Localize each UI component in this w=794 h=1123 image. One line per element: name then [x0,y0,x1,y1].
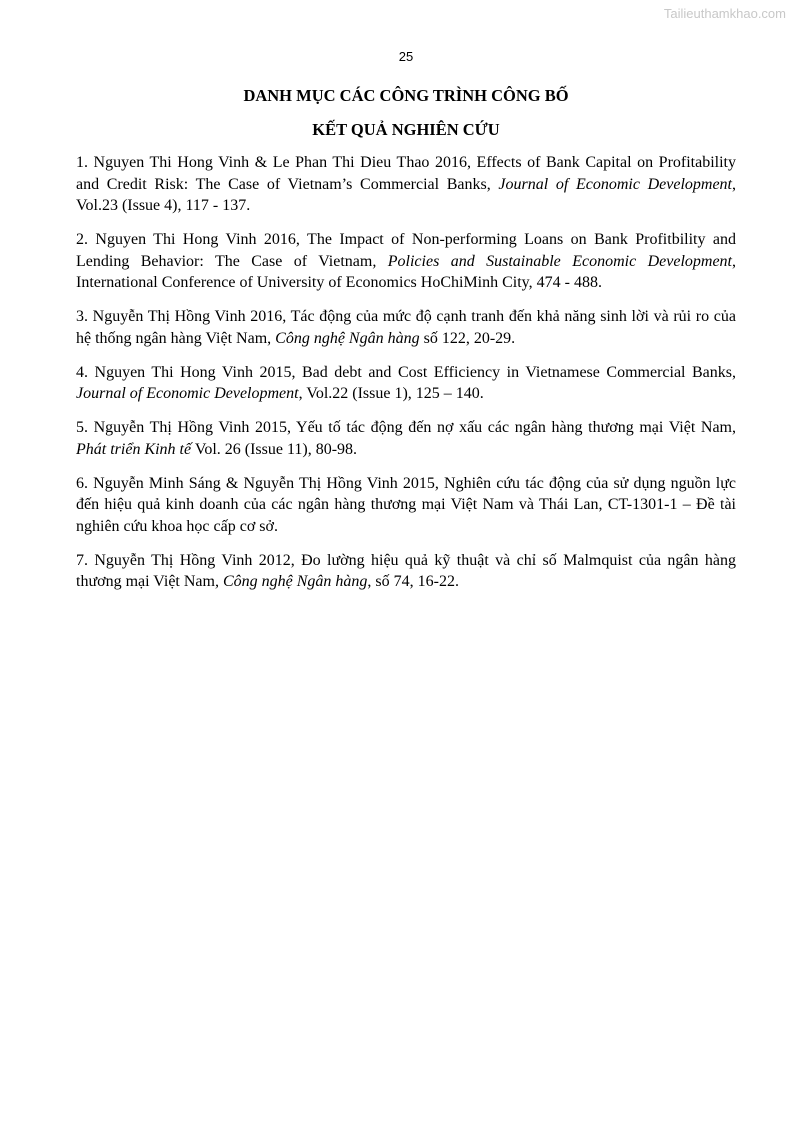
reference-item-4 [76,362,736,405]
reference-text: 5. Nguyễn Thị Hồng Vinh 2015, Yếu tố tác động đến nợ xấu các ngân hàng thương mại Việt Nam, [76,419,736,436]
reference-source: Journal of Economic Development [498,175,732,193]
watermark-text: Tailieuthamkhao.com [663,6,786,21]
reference-text: 3. Nguyễn Thị Hồng Vinh 2016, Tác động của mức độ cạnh tranh đến khả năng sinh lời và rủi ro của hệ thống ngân hàng Việt Nam, [76,308,736,347]
reference-text: 2. Nguyen Thi Hong Vinh 2016, The Impact of Non-performing Loans on Bank Profitbility and Lending Behavior: The Case of Vietnam [76,231,736,270]
reference-item-6 [76,473,736,538]
reference-text: 7. Nguyễn Thị Hồng Vinh 2012, Đo lường hiệu quả kỹ thuật và chỉ số Malmquist của ngân hàng thương mại Việt Nam [76,551,736,590]
reference-text: 6. Nguyễn Minh Sáng & Nguyễn Thị Hồng Vinh 2015, Nghiên cứu tác động của sử dụng nguồn lực đến hiệu quả kinh doanh của các ngân hàng thương mại Việt Nam và Thái Lan, CT-1301-1 – Đề tài nghiên cứu khoa học cấp cơ sở. [76,474,736,535]
page-subtitle: KẾT QUẢ NGHIÊN CỨU [312,120,500,139]
reference-item-5 [76,417,736,460]
reference-item-1 [76,152,736,217]
reference-details: , International Conference of University of Economics HoChiMinh City, 474 - 488. [76,252,736,291]
reference-source: Công nghệ Ngân hàng [275,329,420,347]
reference-details: , Vol.22 (Issue 1), 125 – 140. [298,385,484,402]
reference-source: , Công nghệ Ngân hàng [214,573,368,590]
page-title: DANH MỤC CÁC CÔNG TRÌNH CÔNG BỐ [243,86,569,105]
reference-text: 4. Nguyen Thi Hong Vinh 2015, Bad debt and Cost Efficiency in Vietnamese Commercial Banks, [76,363,736,381]
reference-item-7 [76,550,736,593]
reference-source: , Policies and Sustainable Economic Development [372,252,732,270]
reference-source: Phát triển Kinh tế [76,440,192,458]
reference-details: Vol. 26 (Issue 11), 80-98. [191,440,358,458]
reference-details: số 122, 20-29. [419,329,516,347]
reference-details: , số 74, 16-22. [367,573,459,590]
reference-details: , Vol.23 (Issue 4), 117 - 137. [76,175,736,214]
reference-item-3 [76,306,736,349]
reference-list [76,152,736,605]
page-number: 25 [398,49,414,64]
reference-item-2 [76,229,736,294]
reference-text: 1. Nguyen Thi Hong Vinh & Le Phan Thi Dieu Thao 2016, Effects of Bank Capital on Profitability and Credit Risk: The Case of Vietnam’s Commercial Banks, [76,154,736,193]
reference-source: Journal of Economic Development [76,385,299,402]
